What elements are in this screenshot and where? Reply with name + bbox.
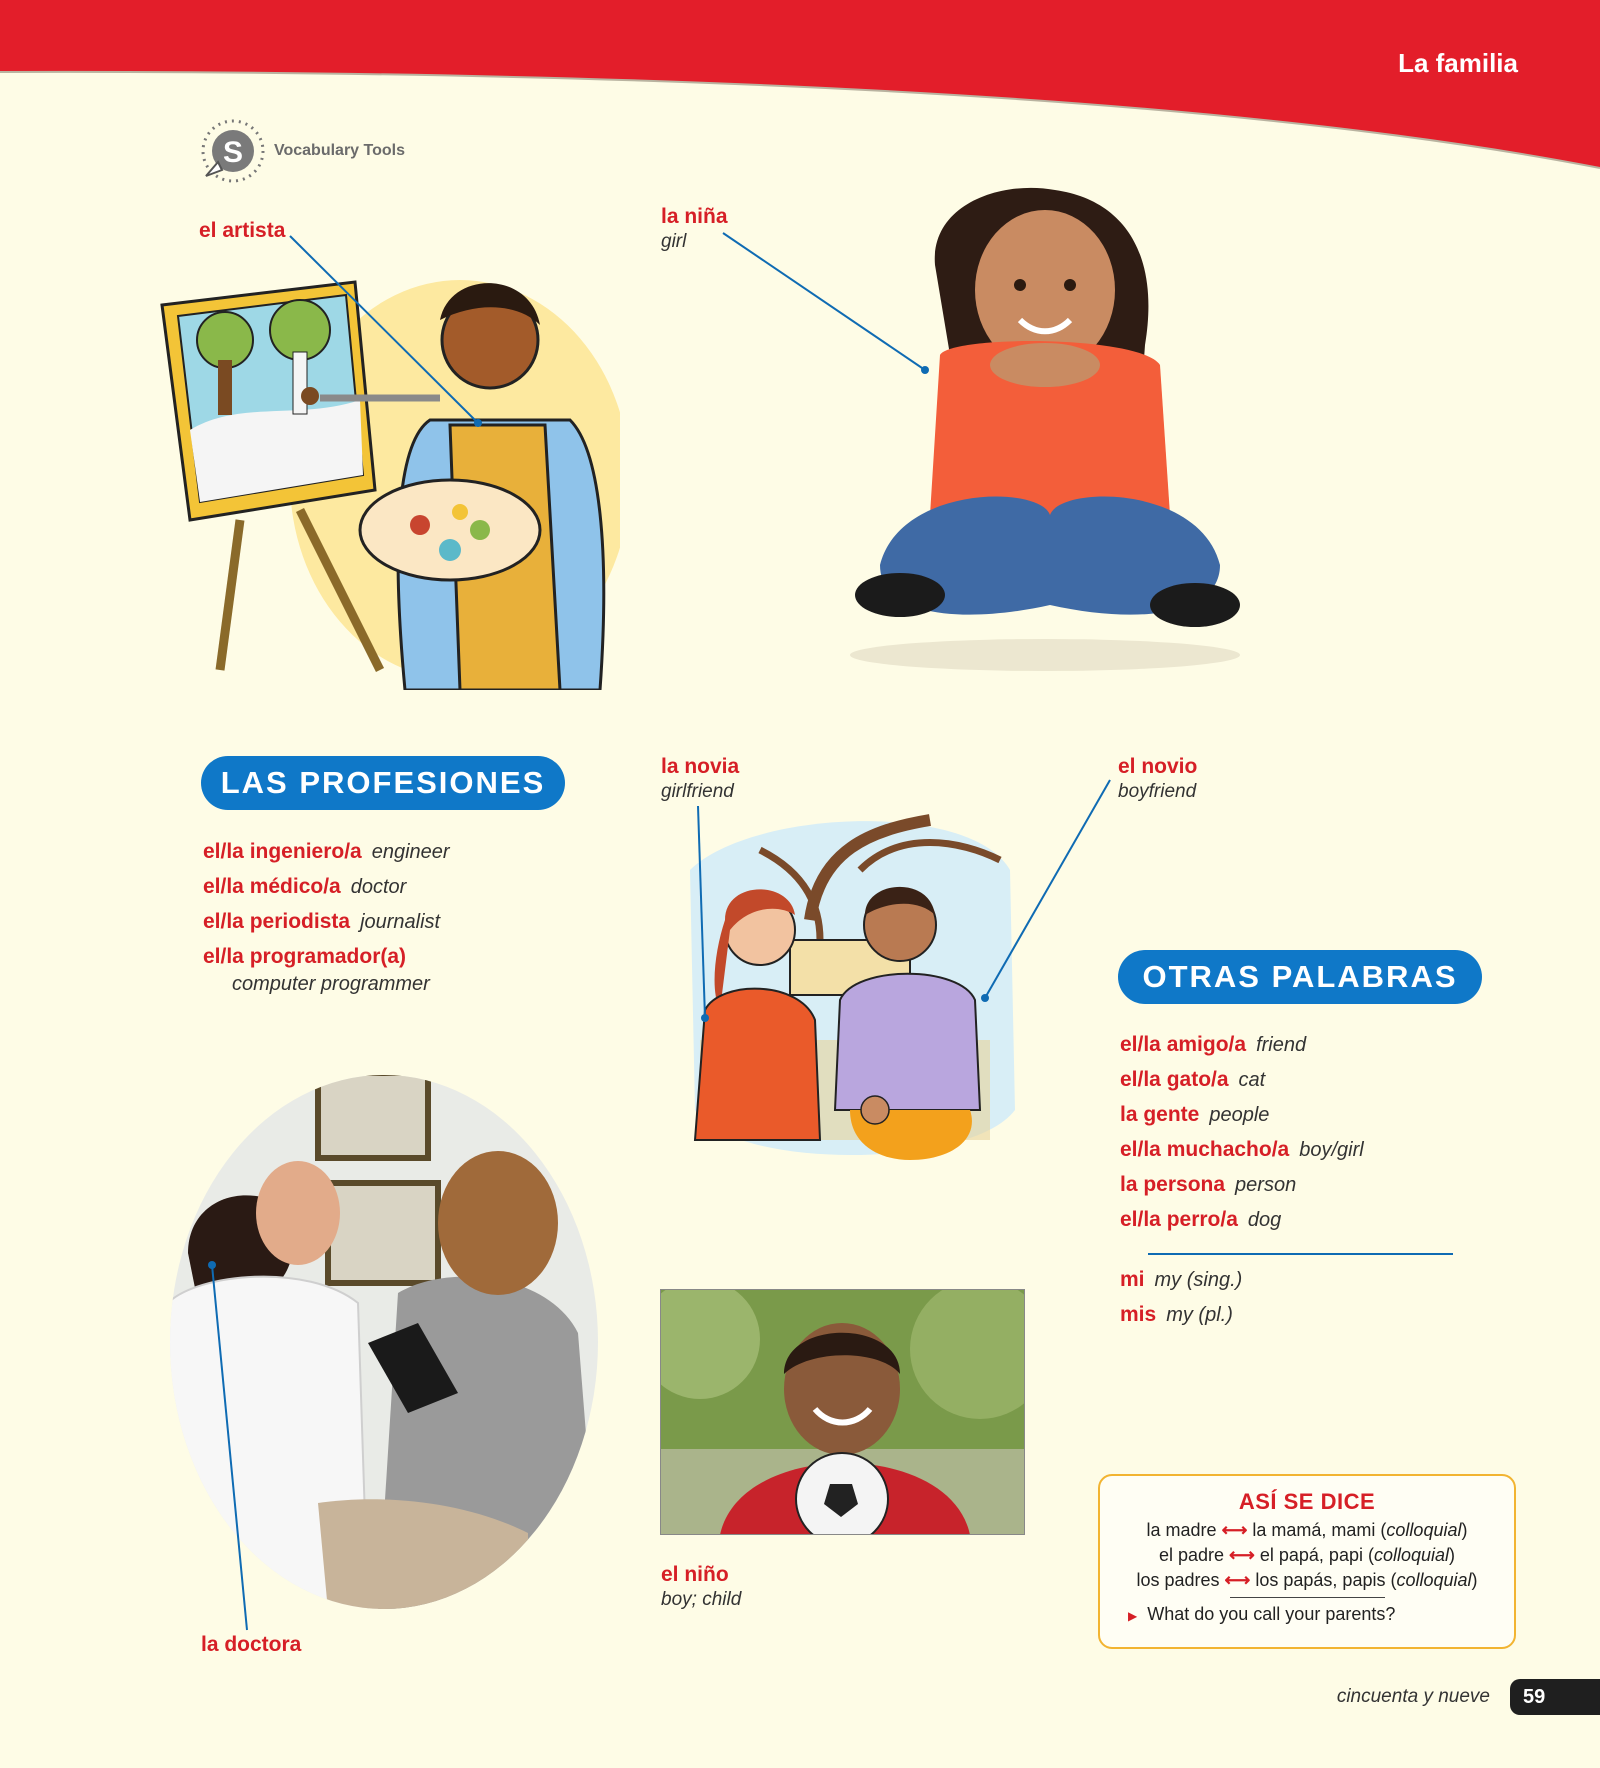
asi-formal: los padres bbox=[1136, 1570, 1220, 1590]
nino-term: el niño bbox=[661, 1563, 729, 1586]
novio-gloss: boyfriend bbox=[1118, 781, 1197, 803]
palabra-term: el/la amigo/a bbox=[1120, 1033, 1247, 1056]
possessive-term: mis bbox=[1120, 1303, 1157, 1326]
asi-formal: la madre bbox=[1146, 1520, 1217, 1540]
nina-term: la niña bbox=[661, 205, 728, 228]
artista-term: el artista bbox=[199, 219, 286, 242]
doctora-label bbox=[201, 1632, 301, 1658]
asi-line: la madre ⟷ la mamá, mami (colloquial) bbox=[1146, 1520, 1468, 1540]
otras-palabras-header: OTRAS PALABRAS bbox=[1118, 950, 1482, 1004]
novia-gloss: girlfriend bbox=[661, 781, 734, 803]
palabra-gloss: friend bbox=[1256, 1034, 1307, 1056]
novia-term: la novia bbox=[661, 755, 740, 778]
doctora-term: la doctora bbox=[201, 1633, 302, 1656]
palabra-term: la persona bbox=[1120, 1173, 1226, 1196]
profesion-term: el/la programador(a) bbox=[203, 945, 407, 968]
asi-question-text: What do you call your parents? bbox=[1147, 1604, 1396, 1624]
profesion-gloss: engineer bbox=[371, 841, 450, 863]
boy-photo-border bbox=[660, 1289, 1025, 1535]
palabra-gloss: person bbox=[1235, 1174, 1297, 1196]
svg-text:S: S bbox=[222, 136, 244, 169]
profesion-gloss: computer programmer bbox=[232, 973, 430, 995]
possessive-term: mi bbox=[1120, 1268, 1145, 1291]
profesion-gloss: journalist bbox=[360, 911, 441, 933]
nino-gloss: boy; child bbox=[661, 1589, 742, 1611]
double-arrow-icon: ⟷ bbox=[1221, 1520, 1248, 1540]
vocabulary-tools-label: Vocabulary Tools bbox=[274, 142, 405, 159]
palabra-term: la gente bbox=[1120, 1103, 1200, 1126]
profesion-term: el/la ingeniero/a bbox=[203, 840, 362, 863]
triangle-bullet-icon: ▶ bbox=[1128, 1609, 1138, 1623]
possessive-gloss: my (pl.) bbox=[1166, 1304, 1233, 1326]
asi-question bbox=[1100, 1604, 1514, 1625]
profesion-term: el/la periodista bbox=[203, 910, 351, 933]
asi-line: los padres ⟷ los papás, papis (colloquial) bbox=[1136, 1570, 1478, 1590]
asi-informal: la mamá, mami bbox=[1252, 1520, 1376, 1540]
page-number-words: cincuenta y nueve bbox=[1336, 1686, 1490, 1707]
palabra-term: el/la muchacho/a bbox=[1120, 1138, 1290, 1161]
asi-informal: el papá, papi bbox=[1259, 1545, 1363, 1565]
novio-term: el novio bbox=[1118, 755, 1198, 778]
nina-gloss: girl bbox=[661, 231, 687, 253]
palabra-term: el/la gato/a bbox=[1120, 1068, 1229, 1091]
asi-divider bbox=[1230, 1597, 1385, 1598]
profesion-gloss: doctor bbox=[350, 876, 407, 898]
palabra-gloss: cat bbox=[1238, 1069, 1266, 1091]
double-arrow-icon: ⟷ bbox=[1224, 1570, 1251, 1590]
palabra-gloss: dog bbox=[1247, 1209, 1282, 1231]
asi-note: colloquial bbox=[1386, 1520, 1462, 1540]
asi-note: colloquial bbox=[1373, 1545, 1450, 1565]
double-arrow-icon: ⟷ bbox=[1229, 1545, 1255, 1565]
palabra-gloss: boy/girl bbox=[1299, 1139, 1364, 1161]
page-number: 59 bbox=[1510, 1679, 1600, 1715]
chapter-title: La familia bbox=[1398, 48, 1518, 78]
asi-se-dice-title: ASÍ SE DICE bbox=[1238, 1489, 1376, 1514]
asi-informal: los papás, papis bbox=[1255, 1570, 1386, 1590]
palabra-term: el/la perro/a bbox=[1120, 1208, 1238, 1231]
asi-note: colloquial bbox=[1396, 1570, 1472, 1590]
possessive-gloss: my (sing.) bbox=[1154, 1269, 1243, 1291]
asi-line: el padre ⟷ el papá, papi (colloquial) bbox=[1158, 1545, 1456, 1565]
profesion-term: el/la médico/a bbox=[203, 875, 341, 898]
nino-label bbox=[661, 1562, 741, 1612]
profesiones-header: LAS PROFESIONES bbox=[201, 756, 565, 810]
palabra-gloss: people bbox=[1209, 1104, 1270, 1126]
asi-se-dice-box bbox=[1098, 1474, 1516, 1649]
asi-formal: el padre bbox=[1158, 1545, 1225, 1565]
